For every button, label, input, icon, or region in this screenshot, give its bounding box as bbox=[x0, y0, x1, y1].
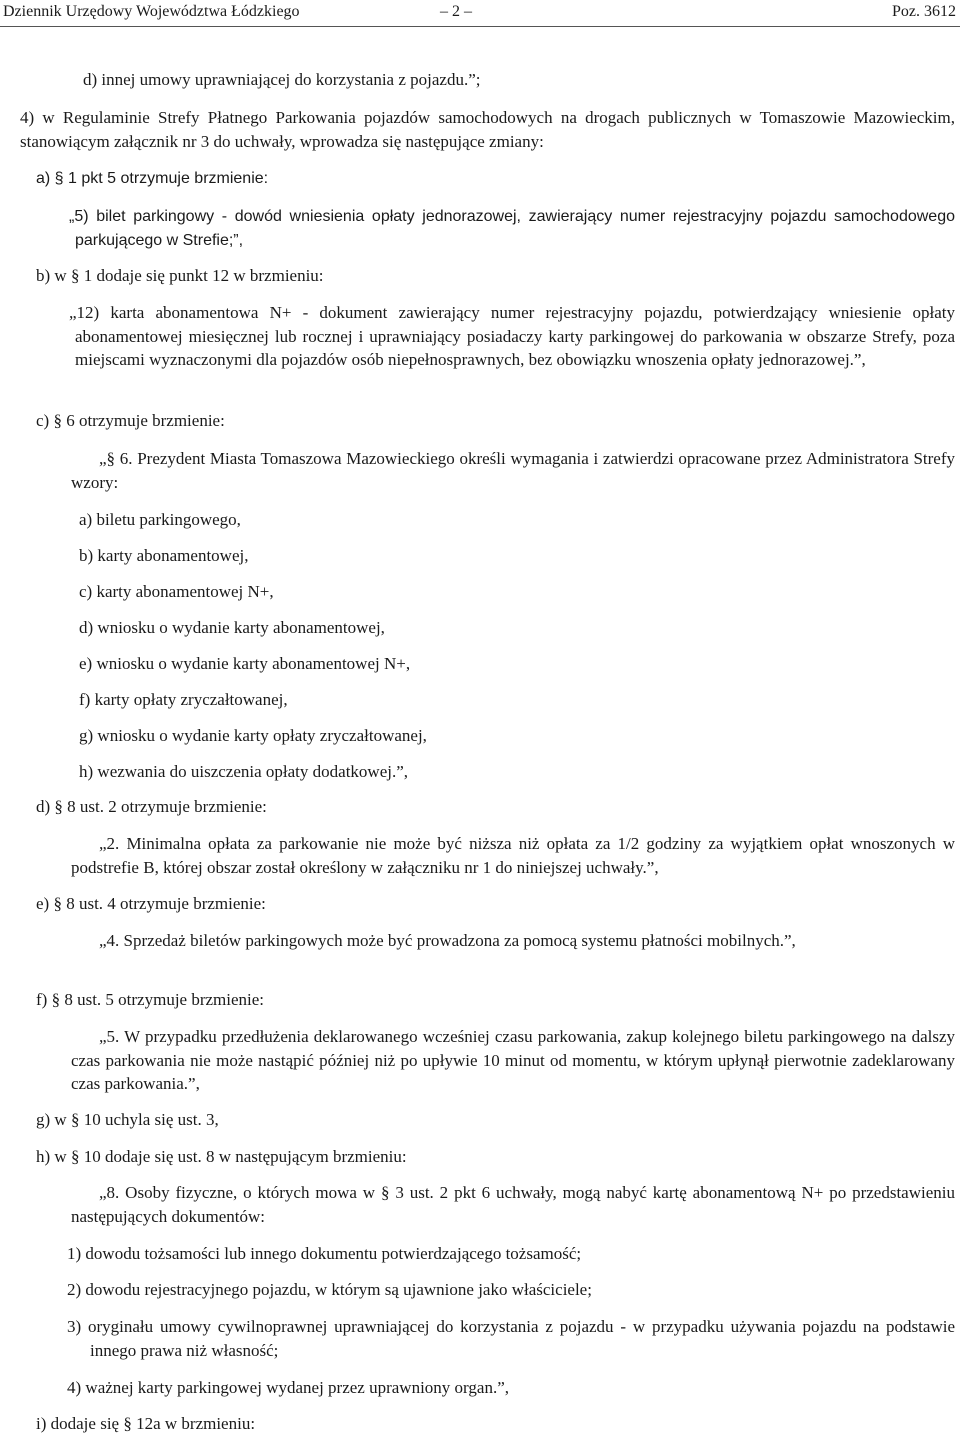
list-item: 1) dowodu tożsamości lub innego dokumentu potwierdzającego tożsamość; bbox=[67, 1244, 582, 1263]
list-item: h) wezwania do uiszczenia opłaty dodatkowej.”, bbox=[79, 762, 409, 781]
list-item: b) w § 1 dodaje się punkt 12 w brzmieniu: bbox=[36, 266, 324, 285]
journal-title: Dziennik Urzędowy Województwa Łódzkiego bbox=[3, 3, 300, 20]
quoted-paragraph: „8. Osoby fizyczne, o których mowa w § 3 ust. 2 pkt 6 uchwały, mogą nabyć kartę abonamentową N+ po przedstawieniu następujących dokumentów: bbox=[71, 1183, 955, 1226]
quoted-paragraph: „2. Minimalna opłata za parkowanie nie może być niższa niż opłata za 1/2 godziny za wyjątkiem opłat wnoszonych w podstrefie B, której obszar został określony w załączniku nr 1 do niniejszej uchwały.”, bbox=[71, 834, 955, 877]
list-item: i) dodaje się § 12a w brzmieniu: bbox=[36, 1414, 256, 1433]
list-item: h) w § 10 dodaje się ust. 8 w następującym brzmieniu: bbox=[36, 1147, 407, 1166]
quoted-paragraph: „5. W przypadku przedłużenia deklarowanego wcześniej czasu parkowania, zakup kolejnego biletu parkingowego na dalszy czas parkowania nie może nastąpić później niż po upływie 10 minut od momentu, w którym upłynął pierwotnie zadeklarowany czas parkowania.”, bbox=[71, 1027, 955, 1093]
position-number: Poz. 3612 bbox=[892, 3, 956, 20]
list-item: c) karty abonamentowej N+, bbox=[79, 582, 274, 601]
list-item: c) § 6 otrzymuje brzmienie: bbox=[36, 411, 225, 430]
list-item: 2) dowodu rejestracyjnego pojazdu, w którym są ujawnione jako właściciele; bbox=[67, 1280, 592, 1299]
quoted-paragraph: „12) karta abonamentowa N+ - dokument zawierający numer rejestracyjny pojazdu, potwierdzający wniesienie opłaty abonamentowej miesięcznej lub rocznej i uprawniający posiadaczy karty parkingowej do parkowania w obszarze Strefy, poza miejscami wyznaczonymi dla pojazdów osób niepełnosprawnych, bez obowiązku wnoszenia opłaty jednorazowej.”, bbox=[69, 303, 955, 369]
list-item: b) karty abonamentowej, bbox=[79, 546, 249, 565]
quoted-paragraph: „5) bilet parkingowy - dowód wniesienia opłaty jednorazowej, zawierający numer rejestracyjny pojazdu samochodowego parkującego w Strefie;”, bbox=[69, 208, 955, 249]
list-item: 3) oryginału umowy cywilnoprawnej uprawniającej do korzystania z pojazdu - w przypadku używania pojazdu na podstawie innego prawa niż własność; bbox=[67, 1317, 955, 1360]
quoted-paragraph: „§ 6. Prezydent Miasta Tomaszowa Mazowieckiego określi wymagania i zatwierdzi opracowane przez Administratora Strefy wzory: bbox=[71, 449, 955, 492]
quoted-paragraph: „4. Sprzedaż biletów parkingowych może być prowadzona za pomocą systemu płatności mobilnych.”, bbox=[99, 931, 796, 950]
list-item: d) § 8 ust. 2 otrzymuje brzmienie: bbox=[36, 797, 267, 816]
page-number: – 2 – bbox=[440, 3, 472, 20]
list-item: f) § 8 ust. 5 otrzymuje brzmienie: bbox=[36, 990, 265, 1009]
page-header bbox=[0, 0, 960, 27]
paragraph: d) innej umowy uprawniającej do korzystania z pojazdu.”; bbox=[83, 70, 481, 89]
paragraph: 4) w Regulaminie Strefy Płatnego Parkowania pojazdów samochodowych na drogach publicznych w Tomaszowie Mazowieckim, stanowiącym załącznik nr 3 do uchwały, wprowadza się następujące zmiany: bbox=[20, 108, 955, 151]
list-item: a) biletu parkingowego, bbox=[79, 510, 241, 529]
list-item: 4) ważnej karty parkingowej wydanej przez uprawniony organ.”, bbox=[67, 1378, 509, 1397]
list-item: e) wniosku o wydanie karty abonamentowej N+, bbox=[79, 654, 411, 673]
list-item: g) w § 10 uchyla się ust. 3, bbox=[36, 1110, 219, 1129]
list-item: d) wniosku o wydanie karty abonamentowej, bbox=[79, 618, 385, 637]
list-item: g) wniosku o wydanie karty opłaty zryczałtowanej, bbox=[79, 726, 427, 745]
list-item: e) § 8 ust. 4 otrzymuje brzmienie: bbox=[36, 894, 266, 913]
list-item: a) § 1 pkt 5 otrzymuje brzmienie: bbox=[36, 170, 269, 187]
list-item: f) karty opłaty zryczałtowanej, bbox=[79, 690, 288, 709]
